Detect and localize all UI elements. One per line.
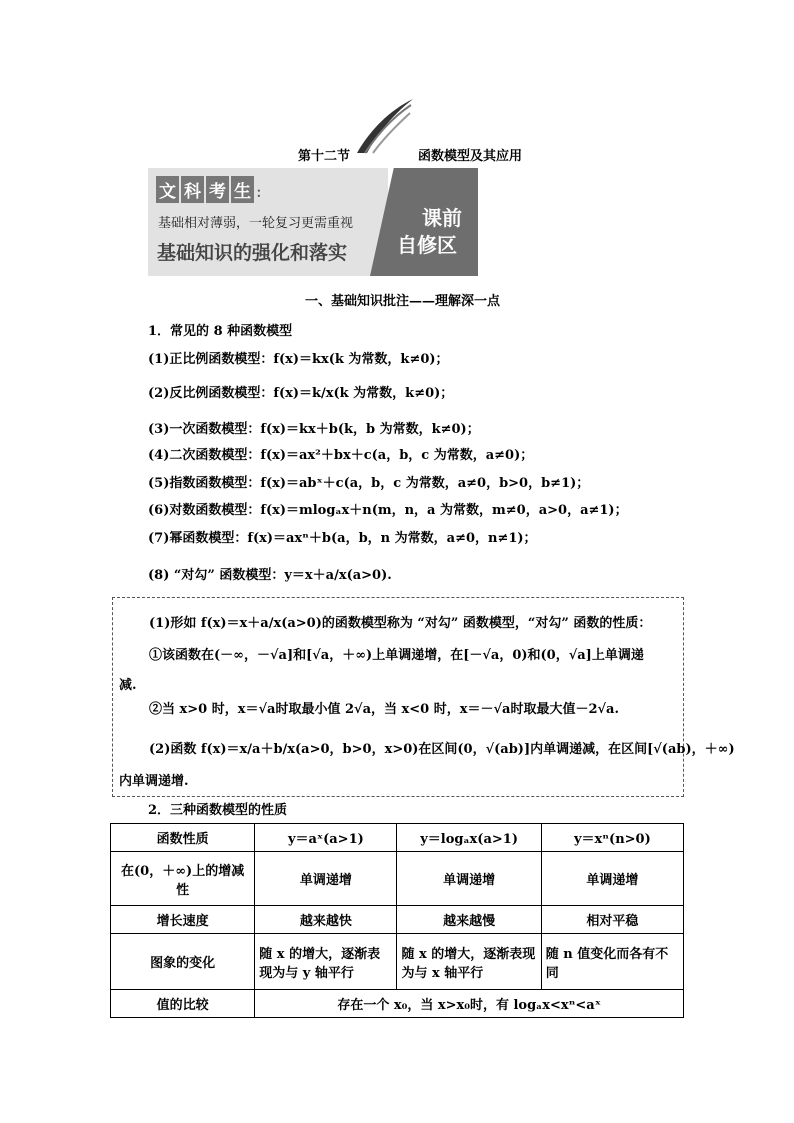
banner-main-text: 基础知识的强化和落实 bbox=[157, 242, 348, 264]
note-line: ②当 x>0 时，x＝√a时取最小值 2√a，当 x<0 时，x＝－√a时取最大值－2√a. bbox=[149, 702, 619, 717]
table-cell: 越来越快 bbox=[255, 906, 397, 934]
banner-right-line2: 自修区 bbox=[397, 233, 457, 257]
banner-tag-char: 科 bbox=[181, 176, 204, 203]
note-line: 减. bbox=[119, 678, 137, 693]
table-header-cell: y＝logₐx(a>1) bbox=[397, 824, 541, 852]
section-number: 第十二节 bbox=[298, 149, 351, 164]
table-header-cell: 函数性质 bbox=[111, 824, 255, 852]
properties-table bbox=[110, 823, 684, 1018]
banner-colon: : bbox=[256, 182, 262, 202]
table-row bbox=[111, 934, 684, 990]
table-cell: 图象的变化 bbox=[111, 934, 255, 990]
banner-tag-char: 文 bbox=[156, 176, 179, 203]
page-title: 函数模型及其应用 bbox=[418, 149, 523, 164]
table-cell: 相对平稳 bbox=[541, 906, 683, 934]
section-heading: 一、基础知识批注——理解深一点 bbox=[305, 294, 501, 309]
model-item: (5)指数函数模型：f(x)＝abˣ＋c(a，b，c 为常数，a≠0，b>0，b≠1)； bbox=[148, 476, 590, 491]
banner-right-line1: 课前 bbox=[422, 206, 462, 230]
note-line: (2)函数 f(x)＝x/a＋b/x(a>0，b>0，x>0)在区间(0，√(ab)]内单调递减，在区间[√(ab)，＋∞) bbox=[149, 742, 735, 757]
model-item: (4)二次函数模型：f(x)＝ax²＋bx＋c(a，b，c 为常数，a≠0)； bbox=[148, 448, 534, 463]
table-header-cell: y＝xⁿ(n>0) bbox=[541, 824, 683, 852]
table-header-row bbox=[111, 824, 684, 852]
model-item: (3)一次函数模型：f(x)＝kx＋b(k，b 为常数，k≠0)； bbox=[148, 422, 480, 437]
banner-tag-char: 生 bbox=[231, 176, 254, 203]
table-cell: 单调递增 bbox=[397, 852, 541, 906]
table-cell: 越来越慢 bbox=[397, 906, 541, 934]
table-row bbox=[111, 990, 684, 1018]
header-swoosh-decoration bbox=[355, 95, 415, 155]
table-cell: 存在一个 x₀，当 x>x₀时，有 logₐx<xⁿ<aˣ bbox=[255, 990, 684, 1018]
item2-title: 2．三种函数模型的性质 bbox=[148, 803, 288, 818]
table-cell: 在(0，＋∞)上的增减性 bbox=[111, 852, 255, 906]
table-header-cell: y＝aˣ(a>1) bbox=[255, 824, 397, 852]
table-cell: 单调递增 bbox=[255, 852, 397, 906]
banner-subtitle: 基础相对薄弱，一轮复习更需重视 bbox=[158, 216, 354, 231]
model-item: (7)幂函数模型：f(x)＝axⁿ＋b(a，b，n 为常数，a≠0，n≠1)； bbox=[148, 531, 537, 546]
note-line: 内单调递增. bbox=[119, 774, 189, 789]
note-box bbox=[112, 597, 735, 797]
model-item: (1)正比例函数模型：f(x)＝kx(k 为常数，k≠0)； bbox=[148, 352, 449, 367]
banner-tag bbox=[156, 176, 262, 203]
model-item: (2)反比例函数模型：f(x)＝k/x(k 为常数，k≠0)； bbox=[148, 386, 454, 401]
model-item: (6)对数函数模型：f(x)＝mlogₐx＋n(m，n，a 为常数，m≠0，a>0，a≠1)； bbox=[148, 503, 628, 518]
note-line: (1)形如 f(x)＝x＋a/x(a>0)的函数模型称为 “对勾” 函数模型，“对勾” 函数的性质： bbox=[149, 616, 652, 631]
banner-tag-char: 考 bbox=[206, 176, 229, 203]
table-row bbox=[111, 852, 684, 906]
table-cell: 增长速度 bbox=[111, 906, 255, 934]
note-line: ①该函数在(－∞，－√a]和[√a，＋∞)上单调递增，在[－√a，0)和(0，√a]上单调递 bbox=[149, 648, 644, 663]
item1-title: 1．常见的 8 种函数模型 bbox=[148, 324, 293, 339]
table-cell: 随 x 的增大，逐渐表现为与 y 轴平行 bbox=[255, 934, 397, 990]
table-cell: 单调递增 bbox=[541, 852, 683, 906]
table-row bbox=[111, 906, 684, 934]
table-cell: 随 x 的增大，逐渐表现为与 x 轴平行 bbox=[397, 934, 541, 990]
model-item: (8) “对勾” 函数模型：y＝x＋a/x(a>0). bbox=[148, 568, 392, 583]
table-cell: 随 n 值变化而各有不同 bbox=[541, 934, 683, 990]
table-cell: 值的比较 bbox=[111, 990, 255, 1018]
